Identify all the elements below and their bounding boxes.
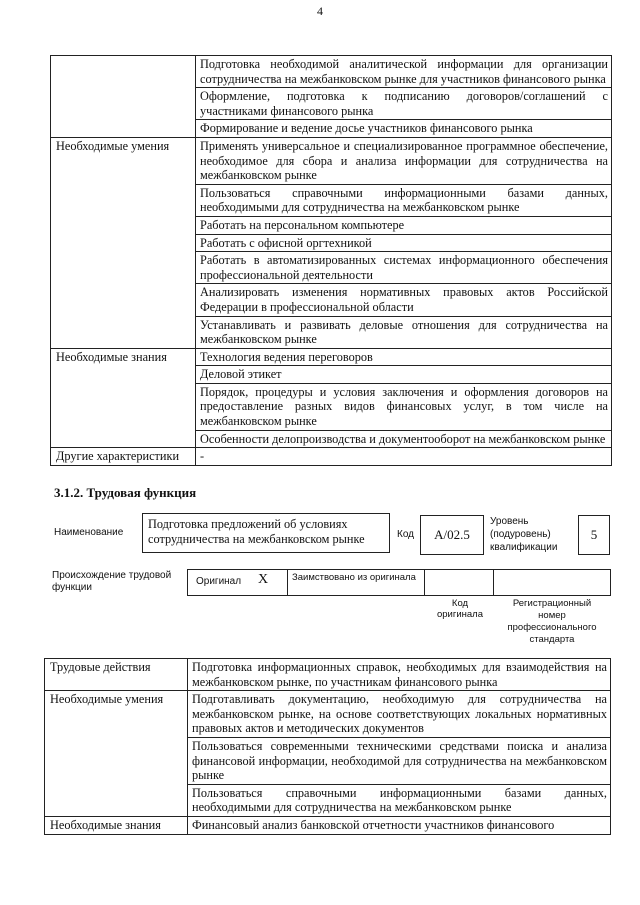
table-cell: Работать с офисной оргтехникой bbox=[196, 234, 612, 252]
origin-divider bbox=[424, 569, 425, 595]
table-cell: Анализировать изменения нормативных правовых актов Российской Федерации в профессиональной области bbox=[196, 284, 612, 316]
competency-table-2 bbox=[44, 658, 611, 835]
table-cell: Работать на персональном компьютере bbox=[196, 216, 612, 234]
table-cell: - bbox=[196, 448, 612, 466]
table-row bbox=[45, 691, 611, 738]
competency-table-1 bbox=[50, 55, 612, 466]
level-label: Уровень (подуровень) квалификации bbox=[490, 516, 558, 553]
code-label: Код bbox=[397, 529, 415, 540]
reg-number-label: Регистрационный номер профессионального стандарта bbox=[507, 598, 597, 645]
table-cell: Подготовка необходимой аналитической информации для организации сотрудничества на межбанковском рынке для участников финансового рынка bbox=[196, 56, 612, 88]
table-cell: Особенности делопроизводства и документооборот на межбанковском рынке bbox=[196, 430, 612, 448]
name-box bbox=[142, 513, 390, 553]
row-label: Трудовые действия bbox=[45, 659, 188, 691]
table-cell: Технология ведения переговоров bbox=[196, 348, 612, 366]
row-label: Необходимые знания bbox=[45, 816, 188, 834]
table-cell: Пользоваться современными техническими средствами поиска и анализа финансовой информации, необходимой для сотрудничества на межбанковском рынке bbox=[188, 737, 611, 784]
row-label bbox=[51, 56, 196, 138]
row-label: Необходимые знания bbox=[51, 348, 196, 448]
table-cell: Деловой этикет bbox=[196, 366, 612, 384]
origin-divider bbox=[493, 569, 494, 595]
table-cell: Работать в автоматизированных системах информационного обеспечения профессиональной деятельности bbox=[196, 252, 612, 284]
origin-label: Происхождение трудовой функции bbox=[52, 570, 172, 593]
table-cell: Подготовка информационных справок, необходимых для взаимодействия на межбанковском рынке, по участникам финансового рынка bbox=[188, 659, 611, 691]
name-value: Подготовка предложений об условиях сотрудничества на межбанковском рынке bbox=[148, 517, 365, 546]
table-cell: Порядок, процедуры и условия заключения и оформления договоров на предоставление разных видов финансовых услуг, в том числе на межбанковском рынке bbox=[196, 383, 612, 430]
table-cell: Подготавливать документацию, необходимую для сотрудничества на межбанковском рынке, на основе соответствующих локальных нормативных правовых актов и методических документов bbox=[188, 691, 611, 738]
level-value: 5 bbox=[590, 527, 598, 542]
origin-divider bbox=[287, 569, 288, 595]
table-row bbox=[51, 137, 612, 184]
table-cell: Пользоваться справочными информационными базами данных, необходимыми для сотрудничества на межбанковском рынке bbox=[188, 784, 611, 816]
page-number: 4 bbox=[317, 4, 323, 18]
code-box bbox=[420, 515, 484, 555]
table-row bbox=[51, 56, 612, 88]
table-row bbox=[51, 348, 612, 366]
row-label: Другие характеристики bbox=[51, 448, 196, 466]
row-label: Необходимые умения bbox=[45, 691, 188, 817]
table-cell: Финансовый анализ банковской отчетности участников финансового bbox=[188, 816, 611, 834]
section-title: 3.1.2. Трудовая функция bbox=[54, 485, 197, 500]
table-cell: Оформление, подготовка к подписанию договоров/соглашений с участниками финансового рынка bbox=[196, 88, 612, 120]
original-mark: X bbox=[258, 572, 269, 587]
original-label: Оригинал bbox=[196, 576, 242, 587]
name-label: Наименование bbox=[54, 527, 124, 538]
table-cell: Применять универсальное и специализированное программное обеспечение, необходимое для сбора и анализа информации для сотрудничества на межбанковском рынке bbox=[196, 137, 612, 184]
table-cell: Формирование и ведение досье участников финансового рынка bbox=[196, 120, 612, 138]
table-row bbox=[45, 816, 611, 834]
code-value: A/02.5 bbox=[434, 527, 470, 542]
row-label: Необходимые умения bbox=[51, 137, 196, 348]
table-row bbox=[51, 448, 612, 466]
borrowed-label: Заимствовано из оригинала bbox=[292, 572, 416, 583]
table-row bbox=[45, 659, 611, 691]
table-cell: Устанавливать и развивать деловые отношения для сотрудничества на межбанковском рынке bbox=[196, 316, 612, 348]
code-original-label: Код оригинала bbox=[436, 598, 483, 620]
table-cell: Пользоваться справочными информационными базами данных, необходимыми для сотрудничества на межбанковском рынке bbox=[196, 184, 612, 216]
level-box bbox=[578, 515, 610, 555]
